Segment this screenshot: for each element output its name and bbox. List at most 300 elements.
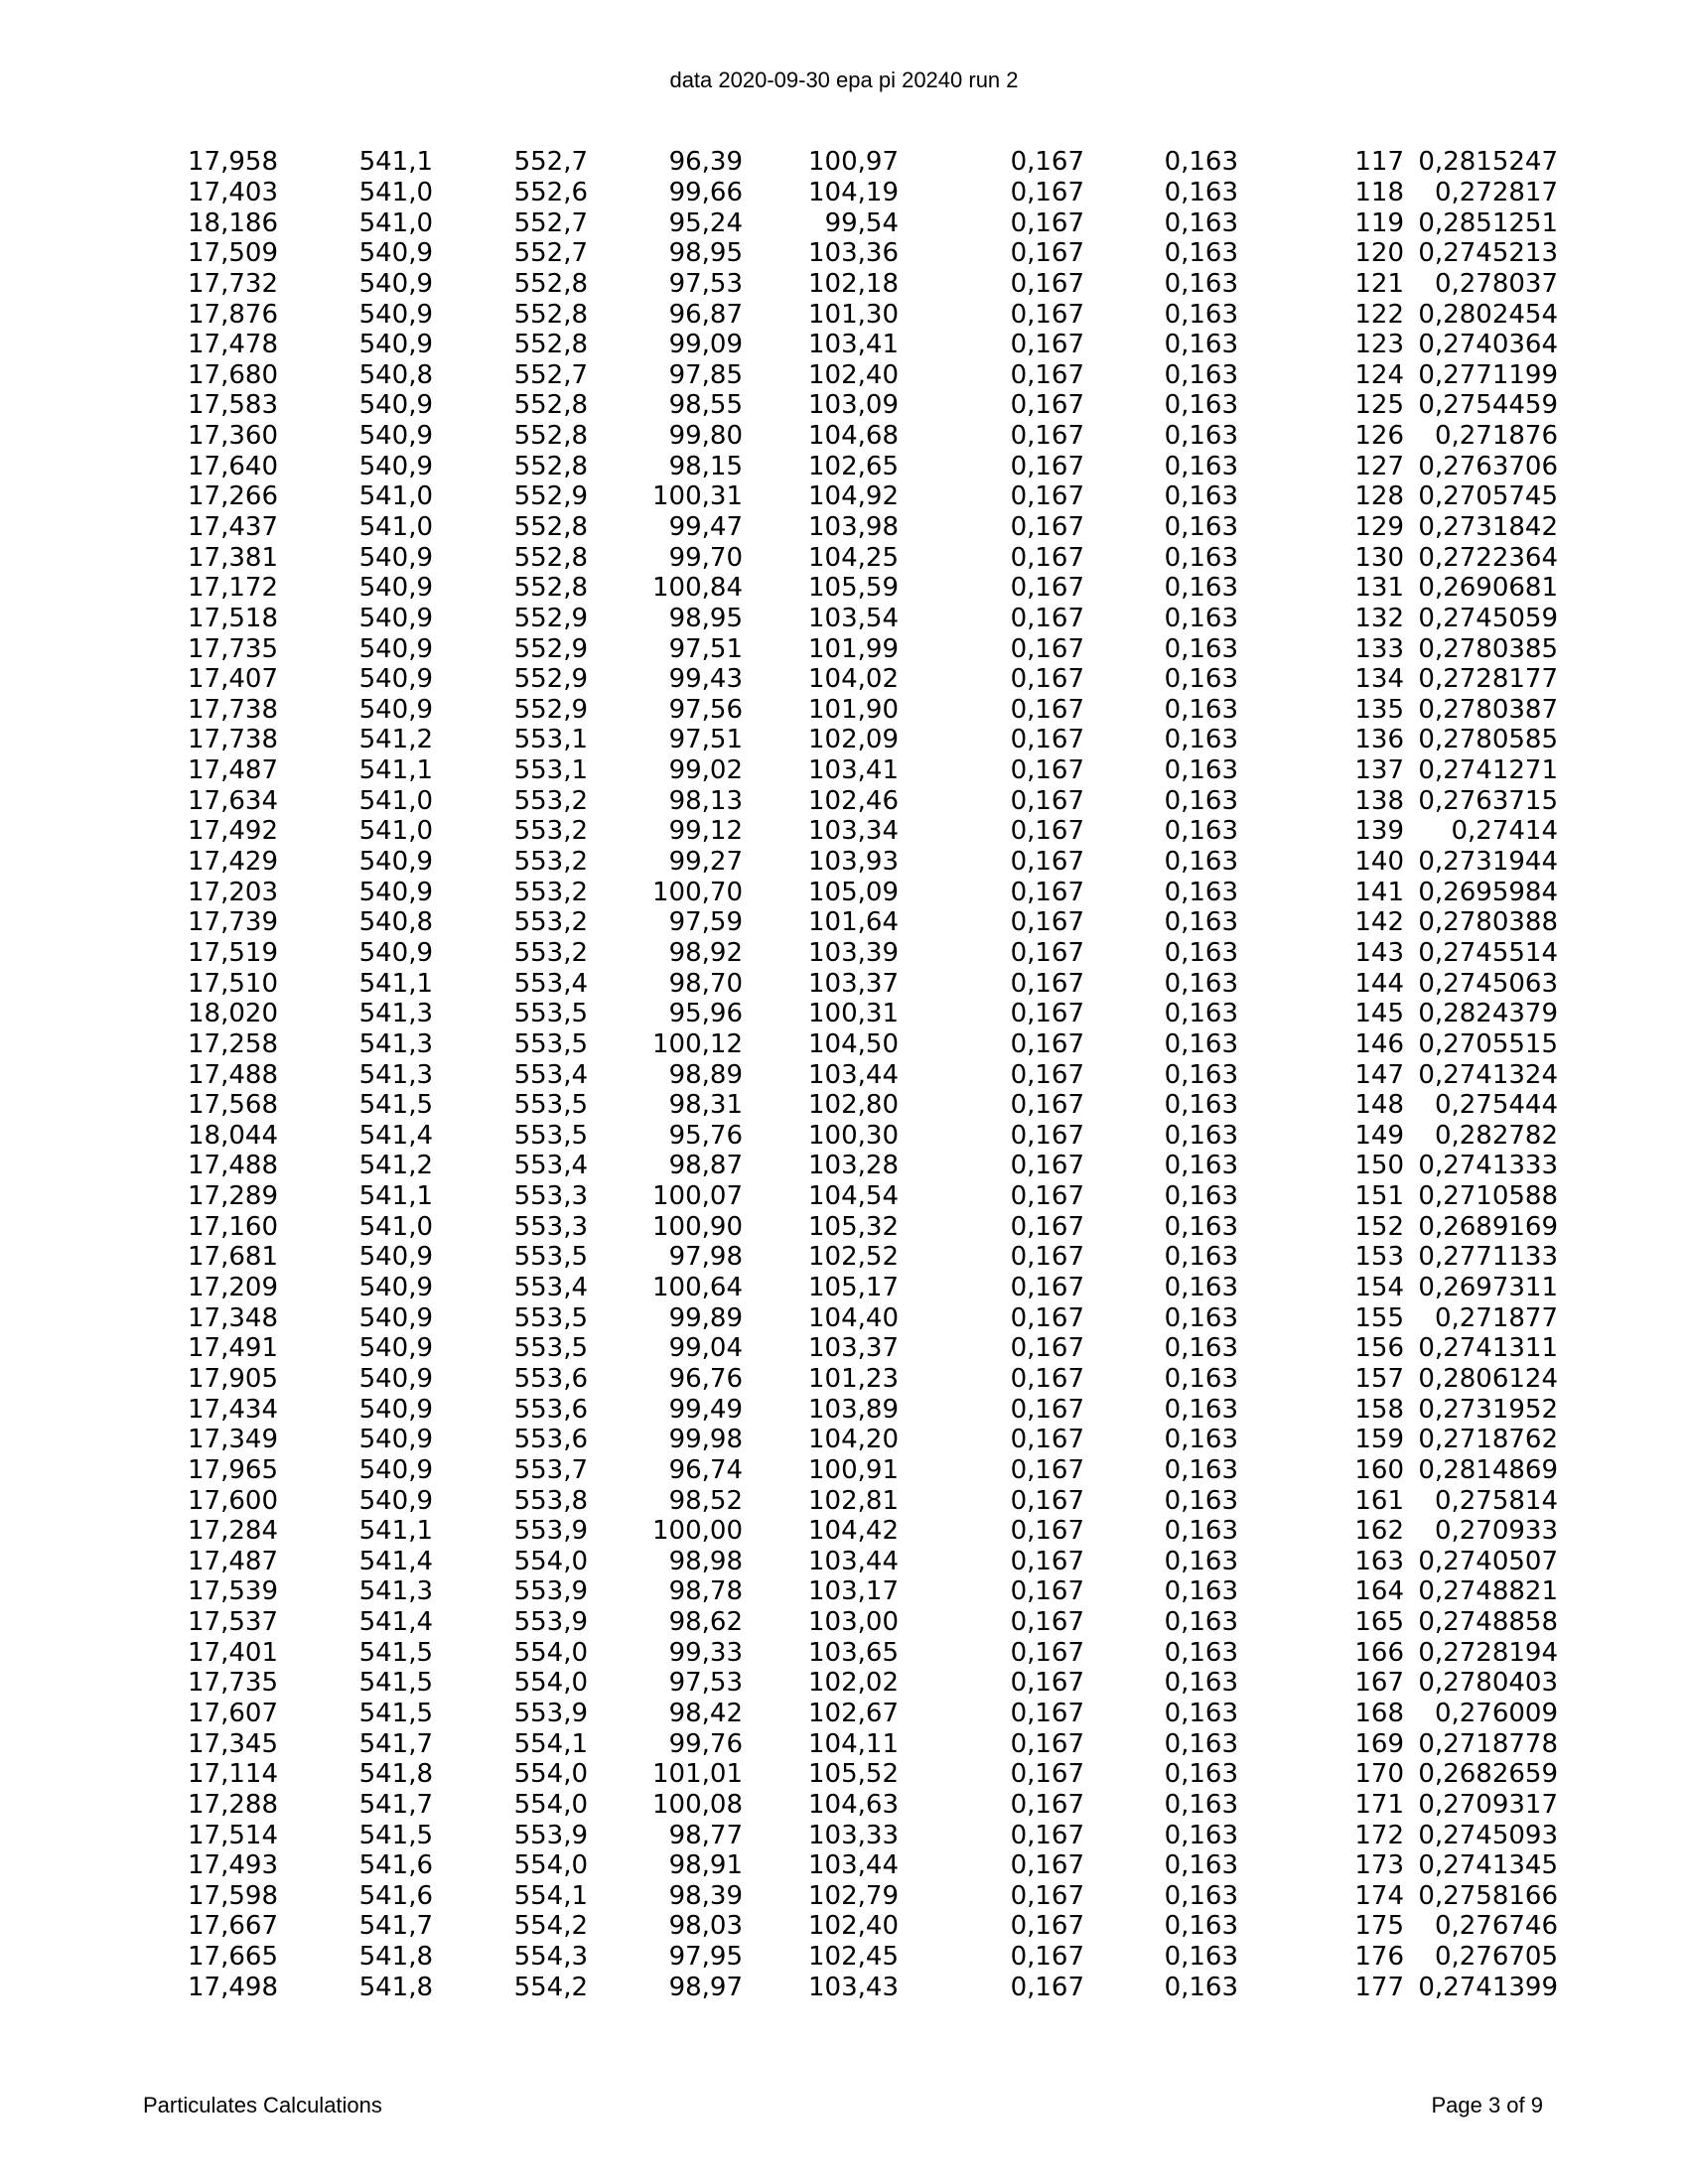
table-cell: 177 <box>1354 1972 1404 2002</box>
table-row <box>0 968 1558 999</box>
table-row <box>0 207 1558 238</box>
table-cell: 0,167 <box>1010 937 1084 968</box>
table-cell: 0,163 <box>1164 1090 1238 1121</box>
table-cell: 552,9 <box>513 694 588 725</box>
table-cell: 552,8 <box>513 421 588 452</box>
table-cell: 0,163 <box>1164 512 1238 542</box>
table-cell: 0,167 <box>1010 694 1084 725</box>
table-cell: 541,8 <box>358 1759 433 1790</box>
table-cell: 105,52 <box>808 1759 899 1790</box>
table-cell: 0,163 <box>1164 1454 1238 1485</box>
table-cell: 540,9 <box>358 1394 433 1425</box>
table-cell: 95,24 <box>668 207 743 238</box>
table-cell: 540,9 <box>358 573 433 604</box>
table-cell: 540,8 <box>358 907 433 938</box>
table-cell: 17,258 <box>188 1028 278 1059</box>
table-cell: 0,270933 <box>1434 1516 1558 1547</box>
table-cell: 17,492 <box>188 816 278 847</box>
table-cell: 129 <box>1354 512 1404 542</box>
table-cell: 0,2814869 <box>1418 1454 1558 1485</box>
table-cell: 540,9 <box>358 1333 433 1364</box>
table-cell: 0,2718778 <box>1418 1728 1558 1759</box>
table-cell: 97,95 <box>668 1942 743 1973</box>
table-cell: 17,958 <box>188 147 278 178</box>
table-cell: 104,20 <box>808 1425 899 1455</box>
table-cell: 541,1 <box>358 1181 433 1212</box>
table-cell: 103,34 <box>808 816 899 847</box>
table-cell: 554,0 <box>513 1850 588 1881</box>
table-cell: 103,39 <box>808 937 899 968</box>
table-cell: 552,8 <box>513 573 588 604</box>
table-cell: 99,33 <box>668 1637 743 1668</box>
table-cell: 98,91 <box>668 1850 743 1881</box>
table-cell: 553,5 <box>513 999 588 1029</box>
table-cell: 122 <box>1354 299 1404 330</box>
table-row <box>0 1151 1558 1181</box>
table-cell: 101,30 <box>808 299 899 330</box>
table-cell: 102,46 <box>808 785 899 816</box>
table-cell: 541,0 <box>358 512 433 542</box>
table-cell: 99,70 <box>668 542 743 573</box>
table-cell: 0,167 <box>1010 968 1084 999</box>
table-cell: 553,2 <box>513 907 588 938</box>
table-cell: 0,2731842 <box>1418 512 1558 542</box>
table-cell: 0,2710588 <box>1418 1181 1558 1212</box>
table-cell: 100,97 <box>808 147 899 178</box>
table-cell: 103,44 <box>808 1059 899 1090</box>
table-cell: 17,403 <box>188 177 278 207</box>
table-cell: 17,360 <box>188 421 278 452</box>
table-cell: 103,43 <box>808 1972 899 2002</box>
table-cell: 541,5 <box>358 1820 433 1850</box>
table-row <box>0 938 1558 969</box>
table-cell: 0,163 <box>1164 1546 1238 1576</box>
table-cell: 541,1 <box>358 147 433 178</box>
table-cell: 541,0 <box>358 816 433 847</box>
table-cell: 0,163 <box>1164 1151 1238 1181</box>
table-cell: 163 <box>1354 1546 1404 1576</box>
table-cell: 17,401 <box>188 1637 278 1668</box>
table-cell: 17,607 <box>188 1698 278 1728</box>
table-cell: 105,32 <box>808 1211 899 1242</box>
table-cell: 103,17 <box>808 1576 899 1607</box>
table-row <box>0 512 1558 543</box>
table-cell: 103,65 <box>808 1637 899 1668</box>
table-cell: 541,2 <box>358 725 433 755</box>
table-cell: 135 <box>1354 694 1404 725</box>
table-cell: 0,163 <box>1164 1211 1238 1242</box>
table-cell: 0,167 <box>1010 1728 1084 1759</box>
table-cell: 0,167 <box>1010 907 1084 938</box>
table-cell: 103,37 <box>808 1333 899 1364</box>
table-cell: 103,28 <box>808 1151 899 1181</box>
table-cell: 553,9 <box>513 1698 588 1728</box>
table-cell: 104,50 <box>808 1028 899 1059</box>
table-cell: 554,0 <box>513 1637 588 1668</box>
table-cell: 17,539 <box>188 1576 278 1607</box>
table-cell: 0,163 <box>1164 968 1238 999</box>
table-row <box>0 1637 1558 1668</box>
table-cell: 0,167 <box>1010 1637 1084 1668</box>
table-cell: 540,9 <box>358 847 433 878</box>
table-cell: 0,163 <box>1164 694 1238 725</box>
table-cell: 98,95 <box>668 238 743 269</box>
table-row <box>0 725 1558 755</box>
table-cell: 17,491 <box>188 1333 278 1364</box>
table-cell: 552,8 <box>513 451 588 481</box>
table-cell: 104,54 <box>808 1181 899 1212</box>
table-row <box>0 1273 1558 1303</box>
table-cell: 126 <box>1354 421 1404 452</box>
table-cell: 0,167 <box>1010 1789 1084 1820</box>
table-cell: 17,735 <box>188 633 278 664</box>
table-cell: 0,2745063 <box>1418 968 1558 999</box>
table-cell: 541,8 <box>358 1972 433 2002</box>
table-cell: 96,87 <box>668 299 743 330</box>
table-row <box>0 1090 1558 1121</box>
table-cell: 0,167 <box>1010 847 1084 878</box>
table-cell: 0,163 <box>1164 1059 1238 1090</box>
table-cell: 104,25 <box>808 542 899 573</box>
table-cell: 553,2 <box>513 937 588 968</box>
table-cell: 102,81 <box>808 1485 899 1516</box>
table-cell: 0,2748858 <box>1418 1607 1558 1638</box>
footer-page-number: Page 3 of 9 <box>1431 2093 1543 2117</box>
table-cell: 98,03 <box>668 1911 743 1942</box>
table-row <box>0 877 1558 907</box>
table-cell: 552,7 <box>513 207 588 238</box>
table-cell: 0,167 <box>1010 542 1084 573</box>
table-cell: 0,2815247 <box>1418 147 1558 178</box>
table-cell: 99,66 <box>668 177 743 207</box>
table-cell: 17,732 <box>188 268 278 299</box>
table-cell: 99,76 <box>668 1728 743 1759</box>
table-cell: 553,4 <box>513 1273 588 1303</box>
table-row <box>0 1211 1558 1242</box>
table-cell: 104,92 <box>808 481 899 512</box>
table-cell: 0,163 <box>1164 603 1238 633</box>
table-cell: 0,2741345 <box>1418 1850 1558 1881</box>
table-cell: 553,4 <box>513 968 588 999</box>
table-cell: 17,583 <box>188 390 278 421</box>
table-row <box>0 359 1558 390</box>
table-cell: 541,4 <box>358 1546 433 1576</box>
table-cell: 0,163 <box>1164 1911 1238 1942</box>
table-cell: 17,680 <box>188 359 278 390</box>
table-cell: 0,163 <box>1164 573 1238 604</box>
table-row <box>0 1546 1558 1576</box>
table-cell: 0,163 <box>1164 207 1238 238</box>
table-cell: 17,634 <box>188 785 278 816</box>
table-cell: 540,9 <box>358 451 433 481</box>
table-cell: 101,01 <box>652 1759 743 1790</box>
table-cell: 0,167 <box>1010 390 1084 421</box>
table-cell: 99,27 <box>668 847 743 878</box>
table-cell: 0,167 <box>1010 1972 1084 2002</box>
table-cell: 133 <box>1354 633 1404 664</box>
table-cell: 103,36 <box>808 238 899 269</box>
table-cell: 17,434 <box>188 1394 278 1425</box>
table-cell: 99,02 <box>668 755 743 786</box>
table-cell: 541,7 <box>358 1789 433 1820</box>
table-cell: 0,167 <box>1010 1090 1084 1121</box>
table-cell: 552,9 <box>513 664 588 695</box>
table-cell: 553,7 <box>513 1454 588 1485</box>
table-cell: 0,2824379 <box>1418 999 1558 1029</box>
table-cell: 103,33 <box>808 1820 899 1850</box>
table-cell: 553,3 <box>513 1211 588 1242</box>
table-cell: 0,167 <box>1010 268 1084 299</box>
table-cell: 99,09 <box>668 330 743 360</box>
table-cell: 553,5 <box>513 1333 588 1364</box>
table-cell: 0,2763715 <box>1418 785 1558 816</box>
table-cell: 17,493 <box>188 1850 278 1881</box>
table-cell: 0,163 <box>1164 907 1238 938</box>
table-cell: 540,9 <box>358 937 433 968</box>
table-cell: 553,5 <box>513 1242 588 1273</box>
table-cell: 18,186 <box>188 207 278 238</box>
table-cell: 17,381 <box>188 542 278 573</box>
table-cell: 17,487 <box>188 755 278 786</box>
table-cell: 105,59 <box>808 573 899 604</box>
table-row <box>0 1790 1558 1821</box>
table-cell: 540,9 <box>358 330 433 360</box>
table-cell: 98,55 <box>668 390 743 421</box>
table-cell: 541,1 <box>358 968 433 999</box>
table-cell: 17,905 <box>188 1363 278 1394</box>
table-cell: 540,9 <box>358 1242 433 1273</box>
table-cell: 102,40 <box>808 359 899 390</box>
table-cell: 540,9 <box>358 694 433 725</box>
table-cell: 170 <box>1354 1759 1404 1790</box>
table-cell: 0,163 <box>1164 816 1238 847</box>
table-cell: 17,568 <box>188 1090 278 1121</box>
table-row <box>0 755 1558 786</box>
table-cell: 541,8 <box>358 1942 433 1973</box>
table-cell: 540,9 <box>358 390 433 421</box>
table-cell: 553,5 <box>513 1028 588 1059</box>
table-cell: 0,2709317 <box>1418 1789 1558 1820</box>
table-cell: 0,167 <box>1010 1059 1084 1090</box>
table-cell: 17,510 <box>188 968 278 999</box>
table-cell: 0,2763706 <box>1418 451 1558 481</box>
table-row <box>0 1364 1558 1395</box>
table-cell: 540,9 <box>358 1485 433 1516</box>
table-cell: 17,498 <box>188 1972 278 2002</box>
table-cell: 99,54 <box>824 207 899 238</box>
table-cell: 552,9 <box>513 633 588 664</box>
table-cell: 17,965 <box>188 1454 278 1485</box>
table-cell: 0,167 <box>1010 1120 1084 1151</box>
table-cell: 17,203 <box>188 877 278 907</box>
table-cell: 0,2682659 <box>1418 1759 1558 1790</box>
table-cell: 104,42 <box>808 1516 899 1547</box>
table-cell: 0,2741333 <box>1418 1151 1558 1181</box>
table-row <box>0 238 1558 269</box>
table-cell: 140 <box>1354 847 1404 878</box>
table-cell: 0,2690681 <box>1418 573 1558 604</box>
table-cell: 98,92 <box>668 937 743 968</box>
table-cell: 99,80 <box>668 421 743 452</box>
table-cell: 164 <box>1354 1576 1404 1607</box>
table-cell: 119 <box>1354 207 1404 238</box>
table-cell: 97,85 <box>668 359 743 390</box>
table-cell: 167 <box>1354 1668 1404 1699</box>
table-row <box>0 847 1558 878</box>
table-cell: 17,160 <box>188 1211 278 1242</box>
table-cell: 102,45 <box>808 1942 899 1973</box>
table-row <box>0 147 1558 178</box>
table-cell: 17,288 <box>188 1789 278 1820</box>
table-cell: 157 <box>1354 1363 1404 1394</box>
table-cell: 0,167 <box>1010 633 1084 664</box>
table-cell: 17,209 <box>188 1273 278 1303</box>
table-cell: 97,56 <box>668 694 743 725</box>
table-cell: 0,2697311 <box>1418 1273 1558 1303</box>
table-cell: 0,163 <box>1164 1942 1238 1973</box>
table-cell: 554,1 <box>513 1728 588 1759</box>
table-cell: 0,2741271 <box>1418 755 1558 786</box>
table-row <box>0 1942 1558 1973</box>
table-cell: 17,348 <box>188 1302 278 1333</box>
table-cell: 99,98 <box>668 1425 743 1455</box>
table-cell: 0,167 <box>1010 1880 1084 1911</box>
table-cell: 17,681 <box>188 1242 278 1273</box>
table-cell: 0,163 <box>1164 1880 1238 1911</box>
table-cell: 0,167 <box>1010 481 1084 512</box>
table-cell: 18,020 <box>188 999 278 1029</box>
table-cell: 0,167 <box>1010 664 1084 695</box>
table-cell: 553,6 <box>513 1363 588 1394</box>
table-cell: 165 <box>1354 1607 1404 1638</box>
footer-document-title: Particulates Calculations <box>143 2093 382 2117</box>
table-cell: 553,1 <box>513 755 588 786</box>
table-cell: 0,167 <box>1010 512 1084 542</box>
table-cell: 0,163 <box>1164 542 1238 573</box>
table-cell: 0,163 <box>1164 1668 1238 1699</box>
table-cell: 0,2741399 <box>1418 1972 1558 2002</box>
table-cell: 0,167 <box>1010 877 1084 907</box>
table-cell: 101,64 <box>808 907 899 938</box>
table-cell: 0,2740507 <box>1418 1546 1558 1576</box>
table-cell: 0,163 <box>1164 1759 1238 1790</box>
table-cell: 0,163 <box>1164 877 1238 907</box>
table-cell: 103,09 <box>808 390 899 421</box>
table-row <box>0 1699 1558 1729</box>
page-title: data 2020-09-30 epa pi 20240 run 2 <box>669 68 1019 92</box>
table-row <box>0 390 1558 421</box>
table-cell: 552,8 <box>513 390 588 421</box>
table-cell: 0,2758166 <box>1418 1880 1558 1911</box>
table-cell: 0,2731944 <box>1418 847 1558 878</box>
table-cell: 0,167 <box>1010 755 1084 786</box>
table-cell: 0,282782 <box>1434 1120 1558 1151</box>
table-row <box>0 1121 1558 1152</box>
table-cell: 100,70 <box>652 877 743 907</box>
table-cell: 554,2 <box>513 1972 588 2002</box>
table-cell: 102,09 <box>808 725 899 755</box>
table-cell: 0,271876 <box>1434 421 1558 452</box>
table-cell: 101,90 <box>808 694 899 725</box>
table-cell: 17,407 <box>188 664 278 695</box>
table-cell: 0,275814 <box>1434 1485 1558 1516</box>
table-cell: 102,18 <box>808 268 899 299</box>
table-cell: 0,167 <box>1010 816 1084 847</box>
table-cell: 100,08 <box>652 1789 743 1820</box>
table-cell: 552,7 <box>513 147 588 178</box>
table-cell: 0,163 <box>1164 1698 1238 1728</box>
table-cell: 0,163 <box>1164 1120 1238 1151</box>
table-cell: 553,4 <box>513 1059 588 1090</box>
table-cell: 100,64 <box>652 1273 743 1303</box>
table-row <box>0 1576 1558 1607</box>
table-cell: 0,2728177 <box>1418 664 1558 695</box>
table-row <box>0 178 1558 208</box>
table-cell: 0,167 <box>1010 1181 1084 1212</box>
table-cell: 97,51 <box>668 725 743 755</box>
table-cell: 17,598 <box>188 1880 278 1911</box>
table-cell: 172 <box>1354 1820 1404 1850</box>
table-cell: 103,44 <box>808 1546 899 1576</box>
table-cell: 0,2780387 <box>1418 694 1558 725</box>
table-cell: 95,76 <box>668 1120 743 1151</box>
table-cell: 0,163 <box>1164 1333 1238 1364</box>
table-cell: 98,77 <box>668 1820 743 1850</box>
table-cell: 117 <box>1354 147 1404 178</box>
table-cell: 0,167 <box>1010 1151 1084 1181</box>
table-cell: 540,9 <box>358 1454 433 1485</box>
table-cell: 100,31 <box>652 481 743 512</box>
table-cell: 104,19 <box>808 177 899 207</box>
table-cell: 0,163 <box>1164 481 1238 512</box>
table-cell: 17,437 <box>188 512 278 542</box>
table-cell: 17,514 <box>188 1820 278 1850</box>
table-cell: 131 <box>1354 573 1404 604</box>
table-cell: 100,84 <box>652 573 743 604</box>
table-cell: 0,167 <box>1010 1302 1084 1333</box>
table-cell: 17,284 <box>188 1516 278 1547</box>
table-cell: 101,99 <box>808 633 899 664</box>
table-cell: 0,2741324 <box>1418 1059 1558 1090</box>
table-cell: 103,89 <box>808 1394 899 1425</box>
table-cell: 100,30 <box>808 1120 899 1151</box>
table-cell: 148 <box>1354 1090 1404 1121</box>
table-cell: 0,2745213 <box>1418 238 1558 269</box>
table-cell: 541,5 <box>358 1090 433 1121</box>
table-cell: 540,9 <box>358 877 433 907</box>
table-cell: 0,163 <box>1164 785 1238 816</box>
table-cell: 541,5 <box>358 1637 433 1668</box>
table-cell: 0,2705515 <box>1418 1028 1558 1059</box>
table-cell: 103,44 <box>808 1850 899 1881</box>
table-cell: 96,74 <box>668 1454 743 1485</box>
table-row <box>0 269 1558 300</box>
table-cell: 173 <box>1354 1850 1404 1881</box>
table-cell: 540,9 <box>358 1273 433 1303</box>
table-cell: 162 <box>1354 1516 1404 1547</box>
table-cell: 0,2689169 <box>1418 1211 1558 1242</box>
table-cell: 0,2748821 <box>1418 1576 1558 1607</box>
table-cell: 97,59 <box>668 907 743 938</box>
table-cell: 0,167 <box>1010 573 1084 604</box>
table-cell: 0,167 <box>1010 785 1084 816</box>
table-cell: 137 <box>1354 755 1404 786</box>
table-cell: 103,93 <box>808 847 899 878</box>
table-cell: 0,2771133 <box>1418 1242 1558 1273</box>
table-cell: 104,11 <box>808 1728 899 1759</box>
table-cell: 0,163 <box>1164 937 1238 968</box>
table-cell: 0,163 <box>1164 238 1238 269</box>
